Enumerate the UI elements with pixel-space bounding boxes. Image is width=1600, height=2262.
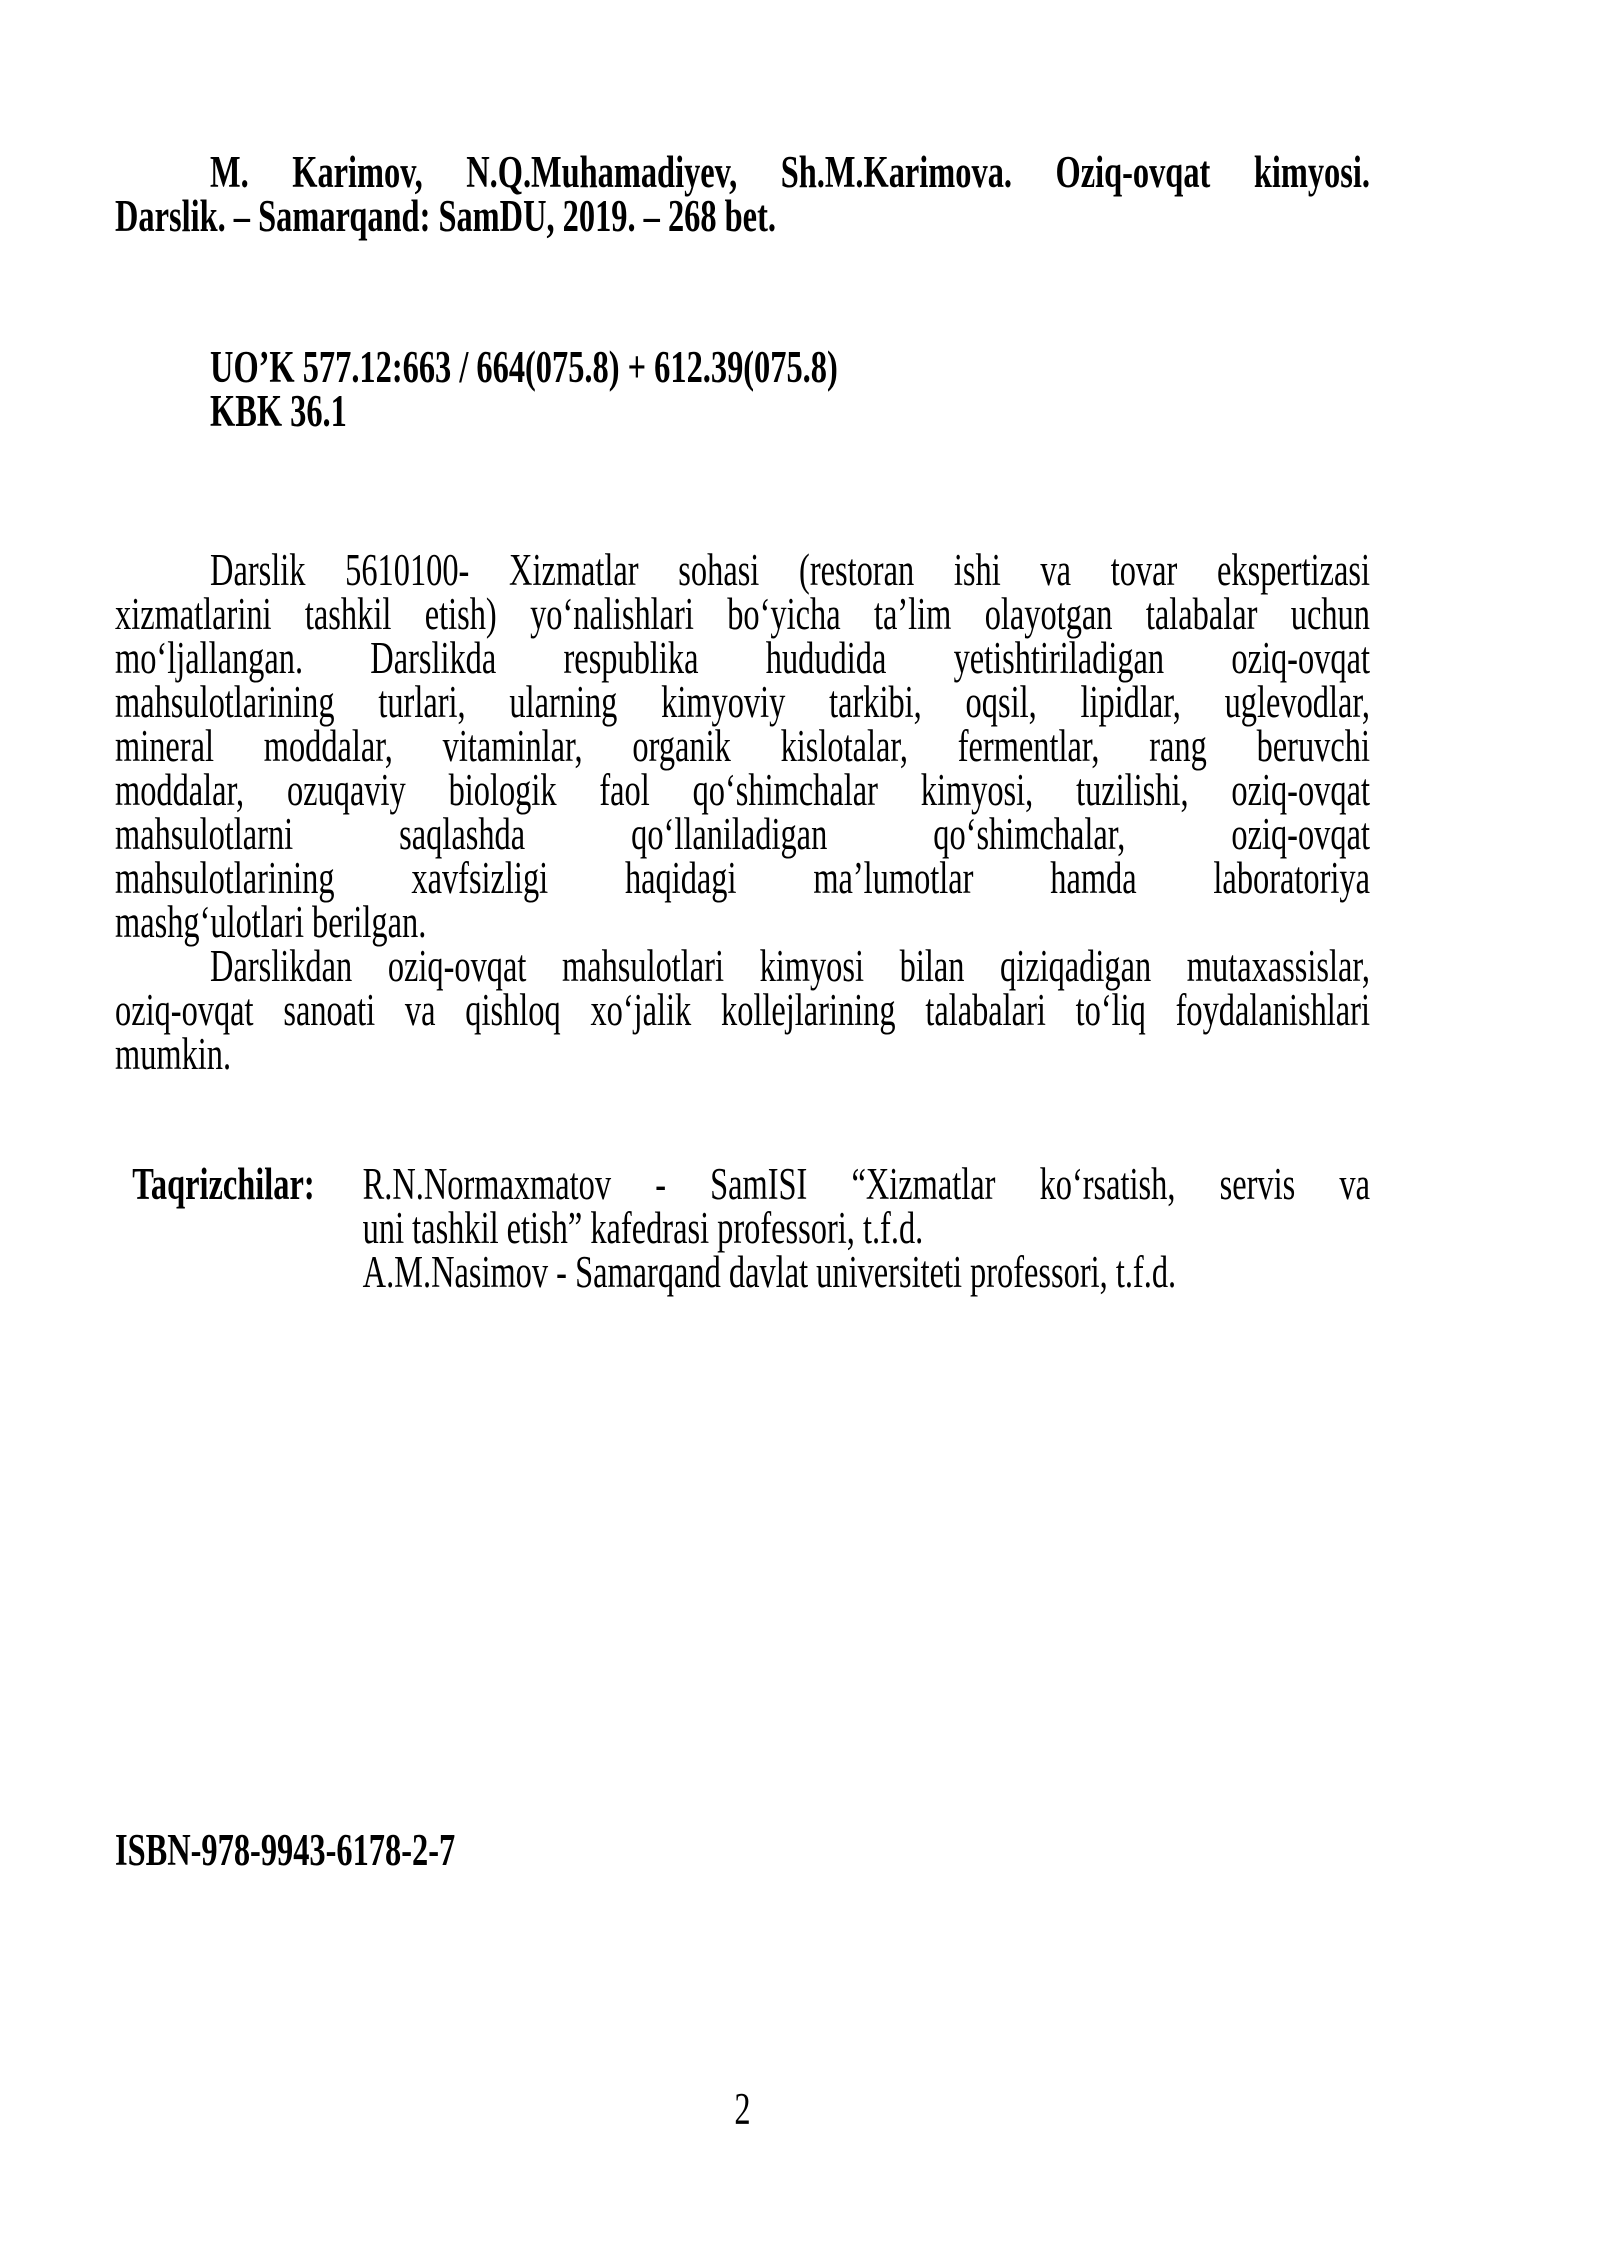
- text-line: mineral moddalar, vitaminlar, organik kislotalar, fermentlar, rang beruvchi: [115, 721, 1370, 771]
- reviewer-line: uni tashkil etish” kafedrasi professori, t.f.d.: [362, 1203, 924, 1253]
- text-line: moddalar, ozuqaviy biologik faol qo‘shimchalar kimyosi, tuzilishi, oziq-ovqat: [115, 765, 1370, 815]
- citation-line-2: Darslik. – Samarqand: SamDU, 2019. – 268 bet.: [115, 191, 776, 241]
- text-line: mahsulotlarni saqlashda qo‘llaniladigan qo‘shimchalar, oziq-ovqat: [115, 809, 1370, 859]
- isbn: [115, 1825, 1370, 1875]
- annotation: [115, 545, 1370, 1079]
- citation: [115, 147, 1370, 241]
- udc-code: UO’K 577.12:663 / 664(075.8) + 612.39(075.8): [210, 342, 838, 392]
- page-number: [115, 2084, 1370, 2134]
- reviewers-list: [362, 1159, 1370, 1297]
- reviewer-line: A.M.Nasimov - Samarqand davlat universiteti professori, t.f.d.: [362, 1247, 1177, 1297]
- text-line: mahsulotlarining turlari, ularning kimyoviy tarkibi, oqsil, lipidlar, uglevodlar,: [115, 677, 1370, 727]
- reviewer-line: R.N.Normaxmatov - SamISI “Xizmatlar ko‘rsatish, servis va: [362, 1159, 1370, 1209]
- annotation-paragraph-2: [115, 941, 1370, 1079]
- reviewers-label: Taqrizchilar:: [132, 1159, 315, 1209]
- text-line: oziq-ovqat sanoati va qishloq xo‘jalik kollejlarining talabalari to‘liq foydalanishlari: [115, 985, 1370, 1035]
- text-line: mumkin.: [115, 1029, 232, 1079]
- text-column: [115, 0, 1370, 2262]
- citation-line-1: M. Karimov, N.Q.Muhamadiyev, Sh.M.Karimova. Oziq-ovqat kimyosi.: [210, 147, 1370, 197]
- classification-codes: [115, 342, 1370, 436]
- reviewers: [115, 1159, 1370, 1297]
- text-line: Darslikdan oziq-ovqat mahsulotlari kimyosi bilan qiziqadigan mutaxassislar,: [210, 941, 1370, 991]
- annotation-paragraph-1: [115, 545, 1370, 947]
- text-line: mo‘ljallangan. Darslikda respublika hududida yetishtiriladigan oziq-ovqat: [115, 633, 1370, 683]
- text-line: xizmatlarini tashkil etish) yo‘nalishlari bo‘yicha ta’lim olayotgan talabalar uchun: [115, 589, 1370, 639]
- text-line: mashg‘ulotlari berilgan.: [115, 897, 427, 947]
- text-line: Darslik 5610100- Xizmatlar sohasi (restoran ishi va tovar ekspertizasi: [210, 545, 1370, 595]
- page-number-text: 2: [734, 2084, 751, 2134]
- text-line: mahsulotlarining xavfsizligi haqidagi ma’lumotlar hamda laboratoriya: [115, 853, 1370, 903]
- bbk-code: KBK 36.1: [210, 386, 347, 436]
- isbn-text: ISBN-978-9943-6178-2-7: [115, 1825, 456, 1875]
